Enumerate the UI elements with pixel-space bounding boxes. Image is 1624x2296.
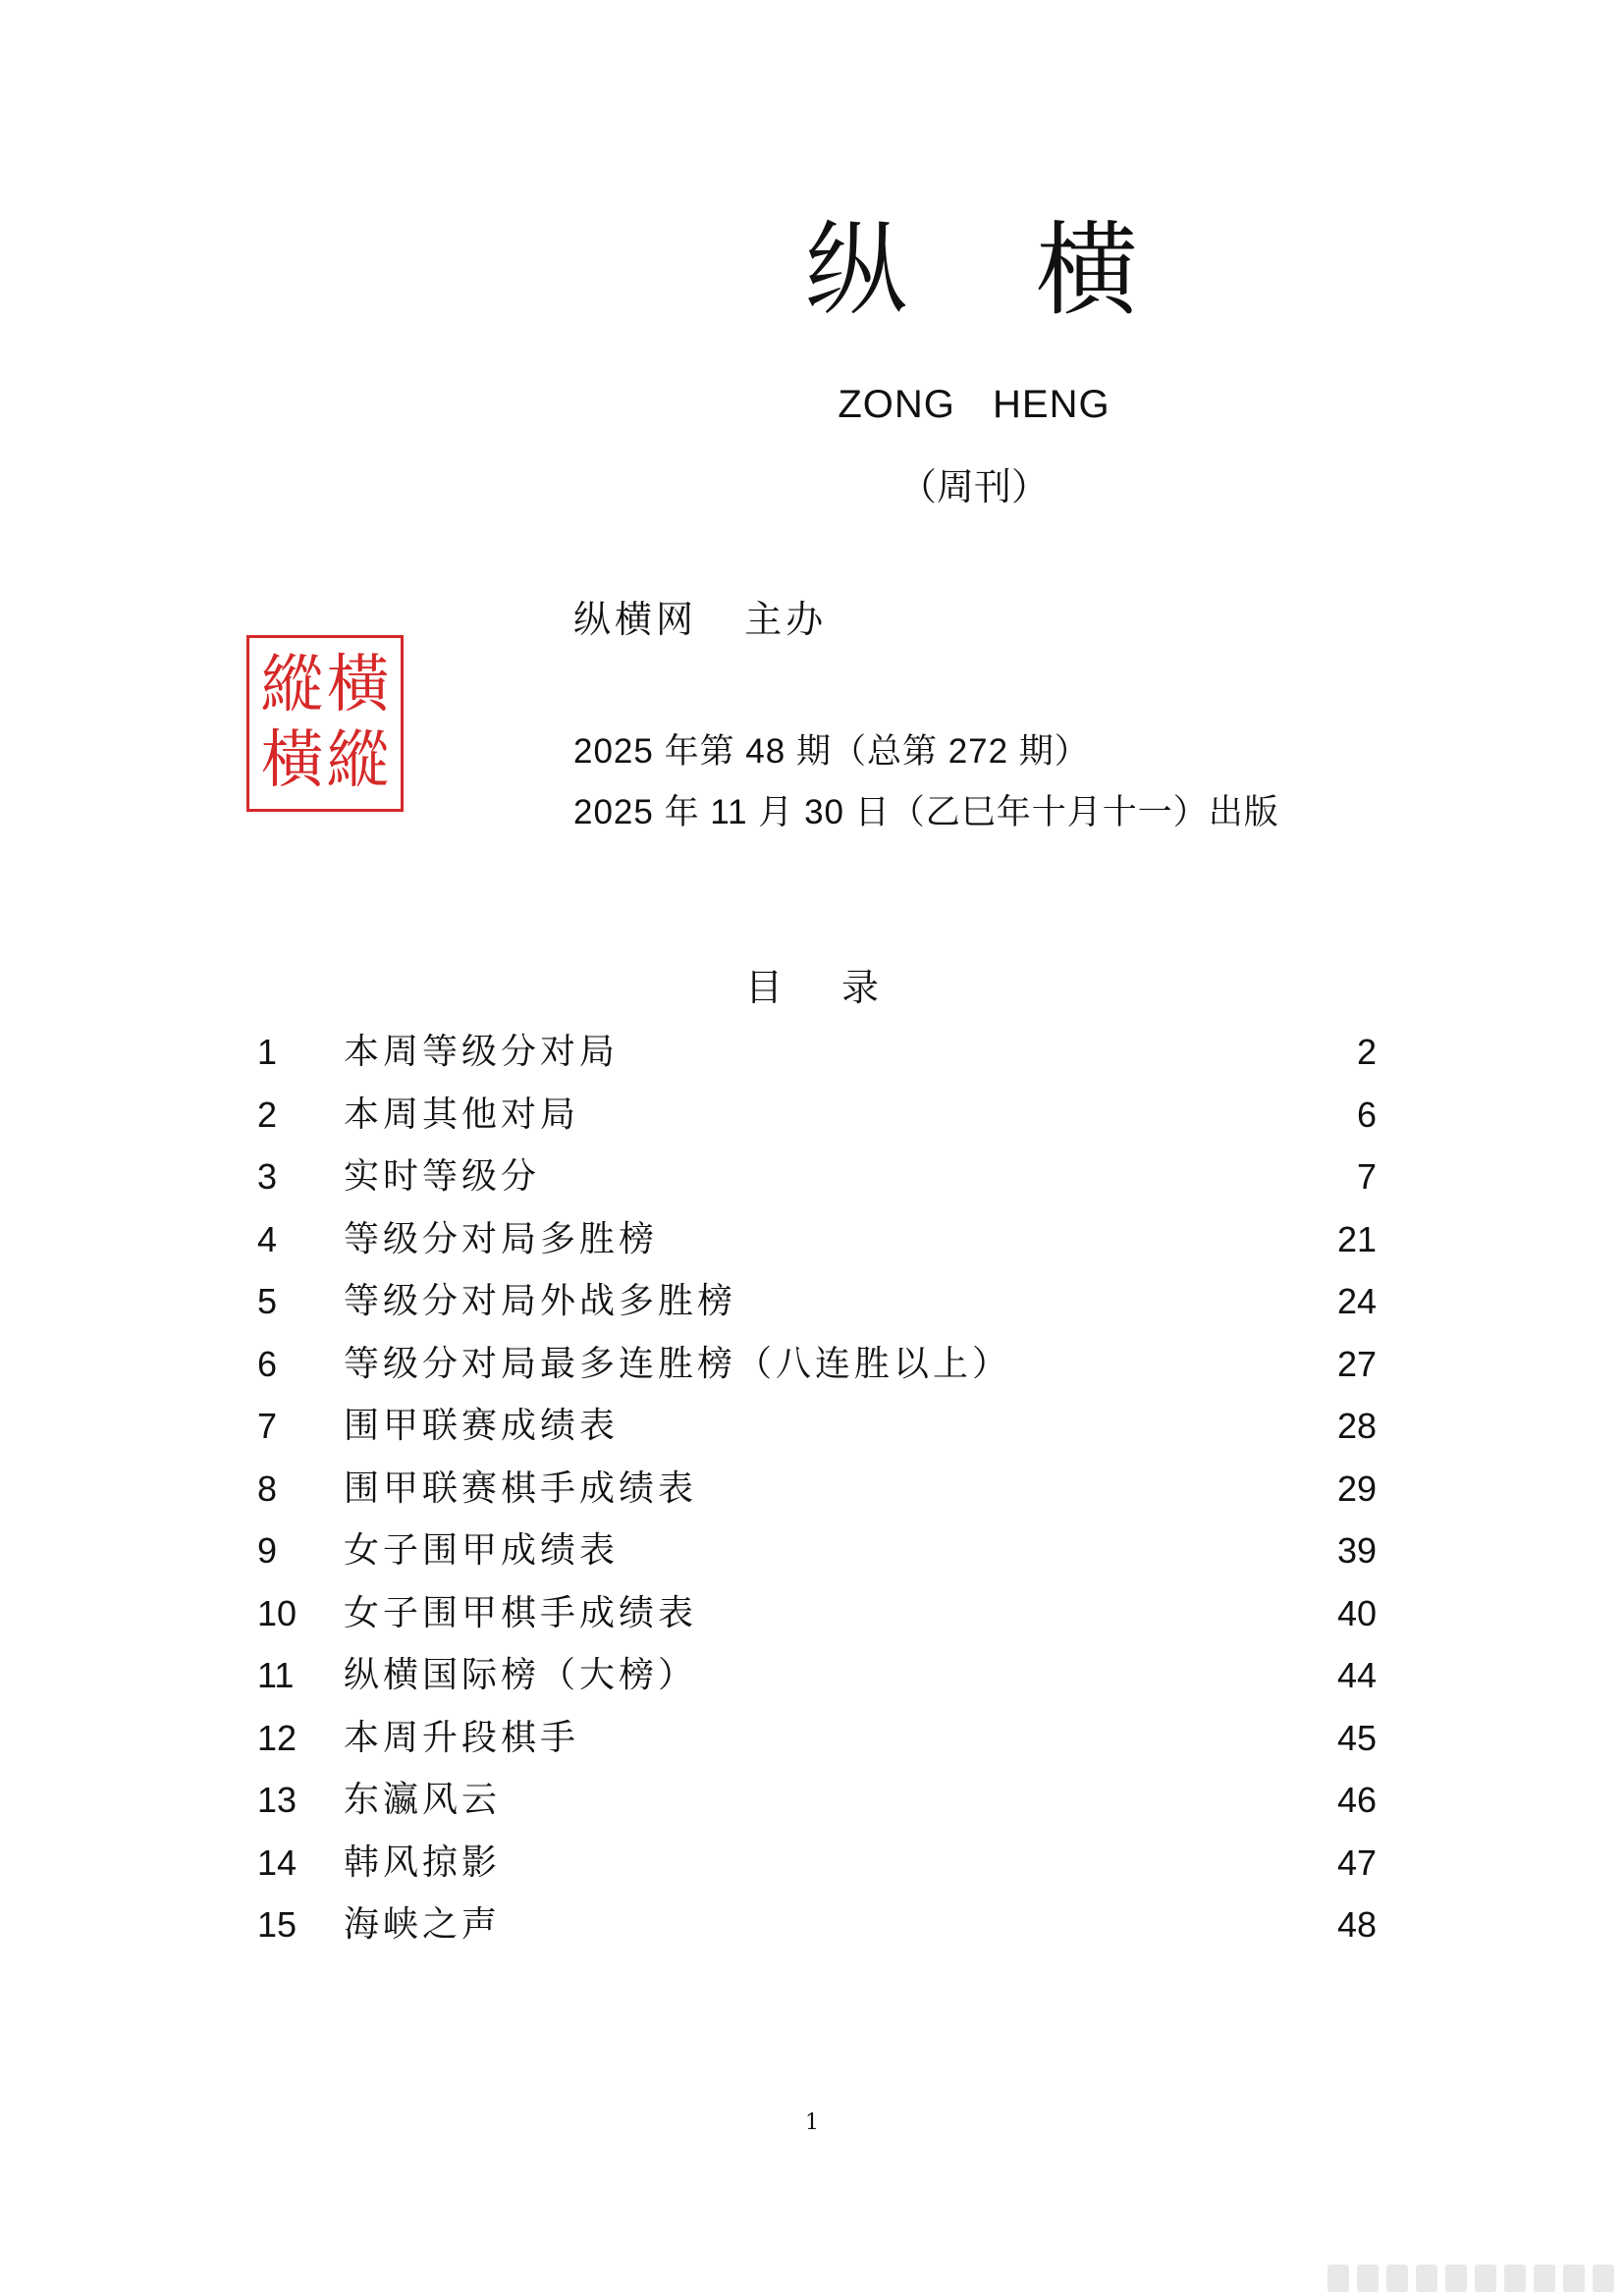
toc-item-number: 9 — [257, 1530, 278, 1571]
toc-item-title: 女子围甲棋手成绩表 — [344, 1592, 698, 1633]
toc-item-page: 27 — [1336, 1343, 1377, 1384]
toc-item-title: 本周升段棋手 — [344, 1717, 580, 1758]
toc-item-number: 12 — [257, 1717, 298, 1758]
page-number: 1 — [805, 2110, 819, 2135]
toc-item-page: 2 — [1356, 1032, 1377, 1072]
toc-item[interactable] — [257, 1582, 1377, 1645]
toc-item-title: 围甲联赛成绩表 — [344, 1406, 620, 1446]
watermark-block — [1416, 2265, 1437, 2292]
toc-item-title: 等级分对局最多连胜榜（八连胜以上） — [344, 1343, 1012, 1384]
toc-item-title: 本周其他对局 — [344, 1094, 580, 1135]
watermark-block — [1357, 2265, 1379, 2292]
seal-char: 橫 — [260, 724, 324, 797]
toc-item-number: 2 — [257, 1094, 278, 1135]
toc-item-number: 15 — [257, 1904, 298, 1945]
toc-item[interactable] — [257, 1333, 1377, 1396]
toc-item-page: 24 — [1336, 1281, 1377, 1321]
watermark-block — [1327, 2265, 1349, 2292]
issue-number: 2025 年第 48 期（总第 272 期） — [573, 732, 1090, 771]
sponsor-line: 纵横网 主办 — [573, 598, 828, 641]
toc-item-number: 14 — [257, 1842, 298, 1883]
toc-item-title: 本周等级分对局 — [344, 1032, 620, 1072]
table-of-contents — [257, 1021, 1377, 1956]
toc-item-number: 13 — [257, 1780, 298, 1820]
toc-heading: 目录 — [744, 966, 938, 1009]
toc-item-title: 实时等级分 — [344, 1156, 541, 1197]
toc-item[interactable] — [257, 1146, 1377, 1208]
toc-item-number: 10 — [257, 1592, 298, 1633]
toc-item-title: 围甲联赛棋手成绩表 — [344, 1468, 698, 1509]
toc-item-title: 等级分对局外战多胜榜 — [344, 1281, 737, 1321]
toc-item[interactable] — [257, 1270, 1377, 1333]
toc-item-title: 女子围甲成绩表 — [344, 1530, 620, 1571]
toc-item-title: 纵横国际榜（大榜） — [344, 1655, 698, 1695]
toc-item[interactable] — [257, 1832, 1377, 1895]
publication-frequency: （周刊） — [898, 465, 1049, 508]
toc-item-page: 7 — [1356, 1156, 1377, 1197]
watermark-block — [1504, 2265, 1526, 2292]
toc-item-page: 45 — [1336, 1717, 1377, 1758]
watermark-block — [1563, 2265, 1585, 2292]
magazine-title — [805, 211, 1159, 329]
publish-date: 2025 年 11 月 30 日（乙巳年十月十一）出版 — [573, 793, 1279, 831]
toc-item-page: 6 — [1356, 1094, 1377, 1135]
seal-char: 縱 — [260, 649, 324, 721]
watermark-block — [1534, 2265, 1555, 2292]
seal-char: 縱 — [326, 724, 390, 797]
toc-item-number: 7 — [257, 1406, 278, 1446]
toc-item-title: 东瀛风云 — [344, 1780, 502, 1820]
watermark-block — [1386, 2265, 1408, 2292]
toc-item-page: 46 — [1336, 1780, 1377, 1820]
toc-item-title: 海峡之声 — [344, 1904, 502, 1945]
title-char-zong: 纵 — [805, 210, 908, 330]
toc-item-number: 5 — [257, 1281, 278, 1321]
toc-item-number: 3 — [257, 1156, 278, 1197]
toc-item[interactable] — [257, 1021, 1377, 1084]
toc-item-page: 39 — [1336, 1530, 1377, 1571]
toc-item-page: 44 — [1336, 1655, 1377, 1695]
toc-item-number: 8 — [257, 1468, 278, 1509]
watermark-block — [1445, 2265, 1467, 2292]
toc-item[interactable] — [257, 1520, 1377, 1582]
toc-item[interactable] — [257, 1458, 1377, 1521]
toc-item[interactable] — [257, 1644, 1377, 1707]
toc-item-page: 40 — [1336, 1592, 1377, 1633]
toc-item[interactable] — [257, 1084, 1377, 1147]
toc-item-page: 48 — [1336, 1904, 1377, 1945]
toc-item-number: 1 — [257, 1032, 278, 1072]
toc-item[interactable] — [257, 1707, 1377, 1770]
toc-item-number: 4 — [257, 1218, 278, 1259]
watermark-block — [1593, 2265, 1614, 2292]
toc-item-title: 等级分对局多胜榜 — [344, 1218, 659, 1259]
magazine-subtitle: ZONG HENG — [838, 383, 1110, 426]
toc-item-number: 11 — [257, 1655, 295, 1695]
toc-item-page: 29 — [1336, 1468, 1377, 1509]
title-char-heng: 横 — [1036, 210, 1139, 330]
toc-item[interactable] — [257, 1894, 1377, 1956]
watermark-block — [1475, 2265, 1496, 2292]
toc-item[interactable] — [257, 1395, 1377, 1458]
toc-item[interactable] — [257, 1769, 1377, 1832]
red-seal-stamp — [246, 635, 404, 812]
toc-item-number: 6 — [257, 1343, 278, 1384]
seal-char: 橫 — [326, 649, 390, 721]
watermark-strip — [1300, 2261, 1624, 2296]
toc-item[interactable] — [257, 1208, 1377, 1271]
toc-item-title: 韩风掠影 — [344, 1842, 502, 1883]
toc-item-page: 21 — [1336, 1218, 1377, 1259]
toc-item-page: 28 — [1336, 1406, 1377, 1446]
toc-item-page: 47 — [1336, 1842, 1377, 1883]
